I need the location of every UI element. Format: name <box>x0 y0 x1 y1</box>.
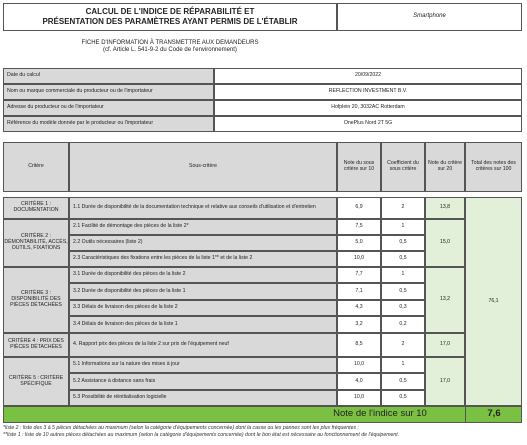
note-5-2: 4,0 <box>337 373 381 390</box>
info-line-2: (cf. Article L. 541-9-2 du Code de l'environnement) <box>103 47 237 53</box>
sub-criterion-3-3: 3.3 Délais de livraison des pièces de la liste 2 <box>69 300 337 316</box>
criterion-5: CRITÈRE 5 : CRITÈRE SPÉCIFIQUE <box>3 357 69 406</box>
title-line-2: PRÉSENTATION DES PARAMÈTRES AYANT PERMIS DE L'ÉTABLIR <box>42 17 298 26</box>
sub-criterion-2-1: 2.1 Facilité de démontage des pièces de la liste 2* <box>69 219 337 235</box>
info-value-date: 20/09/2022 <box>214 68 522 84</box>
footnote-2: **liste 1 : liste de 10 autres pièces détachées au maximum (selon la catégorie d'équipements concernée) dont le bon état est nécessaire au fonctionnement de l'équipement. <box>3 432 400 439</box>
note-3-1: 7,7 <box>337 267 381 283</box>
info-label-model: Référence du modèle donnée par le producteur ou l'importateur <box>3 116 214 132</box>
sub-criterion-3-1: 3.1 Durée de disponibilité des pièces de la liste 2 <box>69 267 337 283</box>
note-2-3: 10,0 <box>337 251 381 267</box>
note-5-3: 10,0 <box>337 390 381 406</box>
footnote-1: *liste 2 : liste des 3 à 5 pièces détachées au maximum (selon la catégorie d'équipements concernée) dont la casse ou les pannes sont les plus fréquentes ; <box>3 425 359 431</box>
coef-3-4: 0,2 <box>381 316 425 333</box>
footnotes <box>3 425 525 439</box>
info-label-address: Adresse du producteur ou de l'importateur <box>3 100 214 116</box>
title-line-1: CALCUL DE L'INDICE DE RÉPARABILITÉ ET <box>85 7 255 17</box>
criterion-1: CRITÈRE 1 : DOCUMENTATION <box>3 197 69 219</box>
info-heading <box>3 36 337 58</box>
coef-5-3: 0,5 <box>381 390 425 406</box>
header-total: Total des notes des critères sur 100 <box>465 142 522 192</box>
coef-5-2: 0,5 <box>381 373 425 390</box>
header-sous-critere: Sous-critère <box>69 142 337 192</box>
final-index-value: 7,6 <box>465 406 522 423</box>
info-label-date: Date du calcul <box>3 68 214 84</box>
criterion-4-score: 17,0 <box>425 333 465 357</box>
note-3-4: 3,2 <box>337 316 381 333</box>
coef-3-3: 0,3 <box>381 300 425 316</box>
note-5-1: 10,0 <box>337 357 381 373</box>
note-3-2: 7,1 <box>337 283 381 300</box>
final-index-label: Note de l'indice sur 10 <box>333 408 427 420</box>
sub-criterion-5-3: 5.3 Possibilité de réinitialisation logicielle <box>69 390 337 406</box>
info-label-brand: Nom ou marque commerciale du producteur ou de l'importateur <box>3 84 214 100</box>
header-note-critere: Note du critère sur 20 <box>425 142 465 192</box>
coef-5-1: 1 <box>381 357 425 373</box>
coef-2-2: 0,5 <box>381 235 425 251</box>
info-line-1: FICHE D'INFORMATION À TRANSMETTRE AUX DEMANDEURS <box>81 39 259 46</box>
header-critere: Critère <box>3 142 69 192</box>
note-4: 8,5 <box>337 333 381 357</box>
coef-2-3: 0,5 <box>381 251 425 267</box>
note-3-3: 4,3 <box>337 300 381 316</box>
coef-4: 2 <box>381 333 425 357</box>
sub-criterion-3-4: 3.4 Délais de livraison des pièces de la liste 1 <box>69 316 337 333</box>
coef-3-2: 0,5 <box>381 283 425 300</box>
criterion-1-score: 13,8 <box>425 197 465 219</box>
info-value-model: OnePlus Nord 2T 5G <box>214 116 522 132</box>
sub-criterion-2-2: 2.2 Outils nécessaires (liste 2) <box>69 235 337 251</box>
sub-criterion-4: 4. Rapport prix des pièces de la liste 2 sur prix de l'équipement neuf <box>69 333 337 357</box>
page-title <box>3 3 337 31</box>
criterion-5-score: 17,0 <box>425 357 465 406</box>
criterion-4: CRITÈRE 4 : PRIX DES PIÈCES DÉTACHÉES <box>3 333 69 357</box>
sub-criterion-5-2: 5.2 Assistance à distance sans frais <box>69 373 337 390</box>
product-type: Smartphone <box>337 3 522 31</box>
coef-2-1: 1 <box>381 219 425 235</box>
sub-criterion-2-3: 2.3 Caractéristiques des fixations entre les pièces de la liste 1** et de la liste 2 <box>69 251 337 267</box>
note-1-1: 6,9 <box>337 197 381 219</box>
note-2-1: 7,5 <box>337 219 381 235</box>
sub-criterion-3-2: 3.2 Durée de disponibilité des pièces de la liste 1 <box>69 283 337 300</box>
total-score: 76,1 <box>465 197 522 406</box>
header-note-sous-critere: Note du sous critère sur 10 <box>337 142 381 192</box>
info-value-address: Hofplein 20, 3032AC Rotterdam <box>214 100 522 116</box>
coef-3-1: 1 <box>381 267 425 283</box>
sub-criterion-1-1: 1.1 Durée de disponibilité de la documentation technique et relative aux conseils d'utilisation et d'entretien <box>69 197 337 219</box>
note-2-2: 5,0 <box>337 235 381 251</box>
sub-criterion-5-1: 5.1 Informations sur la nature des mises à jour <box>69 357 337 373</box>
criterion-3-score: 13,2 <box>425 267 465 333</box>
header-coefficient: Coefficient du sous critère <box>381 142 425 192</box>
criterion-2-score: 15,0 <box>425 219 465 267</box>
criterion-2: CRITÈRE 2 : DÉMONTABILITÉ, ACCÈS, OUTILS, FIXATIONS <box>3 219 69 267</box>
criterion-3: CRITÈRE 3 : DISPONIBILITÉ DES PIÈCES DÉTACHÉES <box>3 267 69 333</box>
info-value-brand: REFLECTION INVESTMENT B.V. <box>214 84 522 100</box>
coef-1-1: 2 <box>381 197 425 219</box>
